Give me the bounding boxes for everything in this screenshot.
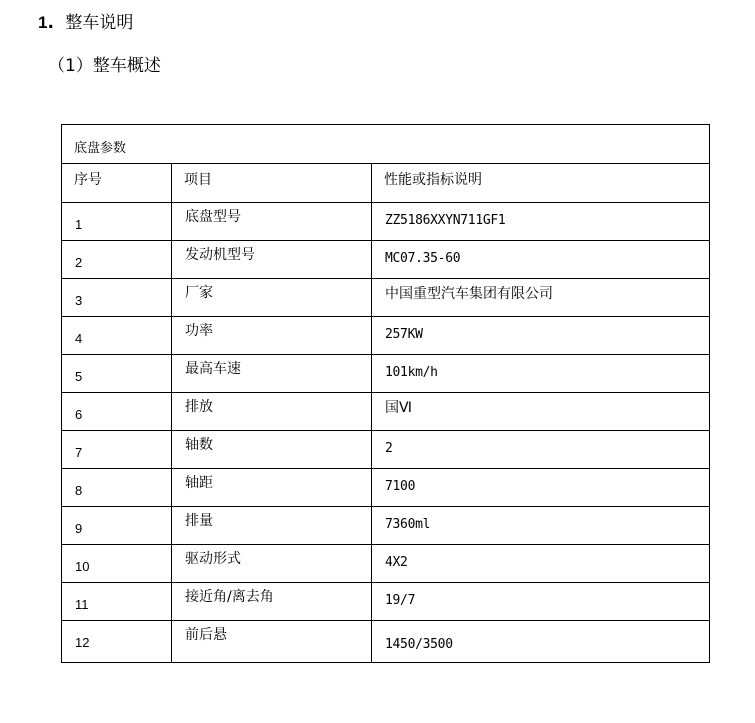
- row-value-cell: [372, 621, 710, 663]
- row-number-cell-text: 7: [75, 445, 83, 460]
- row-number-cell: [62, 507, 172, 545]
- row-value-cell-text: 7360ml: [385, 517, 431, 532]
- column-header-description: [372, 164, 710, 203]
- row-number-cell-text: 4: [75, 331, 83, 346]
- section-heading: [38, 12, 133, 34]
- table-row: [62, 431, 710, 469]
- row-value-cell-text: ZZ5186XXYN711GF1: [385, 213, 506, 228]
- row-value-cell: [372, 279, 710, 317]
- row-number-cell: [62, 241, 172, 279]
- row-value-cell-text: 1450/3500: [385, 637, 453, 652]
- row-item-cell-text: 轴距: [185, 475, 213, 491]
- column-header-number-text: 序号: [74, 172, 102, 188]
- row-item-cell: [172, 355, 372, 393]
- row-number-cell-text: 11: [75, 597, 89, 612]
- row-item-cell: [172, 241, 372, 279]
- row-number-cell: [62, 583, 172, 621]
- row-value-cell: [372, 317, 710, 355]
- row-number-cell-text: 12: [75, 635, 90, 650]
- subsection-heading: （1）整车概述: [48, 56, 161, 76]
- column-header-number: [62, 164, 172, 203]
- table-row: [62, 317, 710, 355]
- row-item-cell: [172, 431, 372, 469]
- row-item-cell: [172, 393, 372, 431]
- row-item-cell: [172, 203, 372, 241]
- row-item-cell-text: 最高车速: [185, 361, 241, 377]
- column-header-description-text: 性能或指标说明: [384, 172, 482, 188]
- row-value-cell-text: 国Ⅵ: [385, 400, 412, 416]
- row-number-cell: [62, 203, 172, 241]
- row-value-cell: [372, 393, 710, 431]
- row-number-cell-text: 6: [75, 407, 83, 422]
- row-number-cell-text: 3: [75, 293, 83, 308]
- table-row: [62, 355, 710, 393]
- row-item-cell: [172, 545, 372, 583]
- row-value-cell-text: 中国重型汽车集团有限公司: [385, 286, 553, 302]
- row-item-cell-text: 排量: [185, 513, 213, 529]
- row-number-cell: [62, 279, 172, 317]
- row-item-cell: [172, 317, 372, 355]
- row-number-cell: [62, 621, 172, 663]
- table-caption-text: 底盘参数: [74, 141, 127, 156]
- row-value-cell: [372, 507, 710, 545]
- column-header-item: [172, 164, 372, 203]
- table-caption: [62, 125, 710, 164]
- row-item-cell: [172, 507, 372, 545]
- row-value-cell: [372, 469, 710, 507]
- row-item-cell-text: 前后悬: [185, 627, 227, 643]
- row-number-cell: [62, 393, 172, 431]
- table-row: [62, 507, 710, 545]
- row-number-cell: [62, 545, 172, 583]
- row-number-cell-text: 9: [75, 521, 83, 536]
- row-item-cell-text: 排放: [185, 399, 213, 415]
- row-value-cell: [372, 545, 710, 583]
- row-value-cell-text: 101km/h: [385, 365, 438, 380]
- row-value-cell: [372, 203, 710, 241]
- row-item-cell: [172, 621, 372, 663]
- table-row: [62, 621, 710, 663]
- row-number-cell: [62, 317, 172, 355]
- table-row: [62, 203, 710, 241]
- row-number-cell-text: 8: [75, 483, 83, 498]
- row-item-cell-text: 功率: [185, 323, 213, 339]
- row-value-cell-text: 4X2: [385, 555, 408, 570]
- row-item-cell: [172, 469, 372, 507]
- section-title: 整车说明: [65, 13, 134, 33]
- row-number-cell: [62, 469, 172, 507]
- row-item-cell: [172, 583, 372, 621]
- row-item-cell-text: 驱动形式: [185, 551, 241, 567]
- row-value-cell-text: MC07.35-60: [385, 251, 461, 266]
- table-row: [62, 241, 710, 279]
- row-number-cell-text: 1: [75, 217, 83, 232]
- table-row: [62, 469, 710, 507]
- column-header-item-text: 项目: [184, 172, 212, 188]
- section-number-dot: .: [47, 13, 54, 33]
- table-row: [62, 545, 710, 583]
- row-number-cell: [62, 355, 172, 393]
- row-value-cell-text: 2: [385, 441, 393, 456]
- row-value-cell-text: 257KW: [385, 327, 423, 342]
- row-item-cell-text: 底盘型号: [185, 209, 241, 225]
- row-number-cell-text: 2: [75, 255, 83, 270]
- row-value-cell: [372, 241, 710, 279]
- row-number-cell: [62, 431, 172, 469]
- row-item-cell-text: 轴数: [185, 437, 213, 453]
- row-number-cell-text: 5: [75, 369, 83, 384]
- row-item-cell-text: 发动机型号: [185, 247, 255, 263]
- row-value-cell: [372, 431, 710, 469]
- table-row: [62, 279, 710, 317]
- section-number: 1: [38, 13, 48, 32]
- row-value-cell-text: 7100: [385, 479, 416, 494]
- chassis-parameters-table: [61, 124, 710, 663]
- row-value-cell: [372, 583, 710, 621]
- row-value-cell: [372, 355, 710, 393]
- table-header-row: [62, 164, 710, 203]
- table-row: [62, 393, 710, 431]
- table-row: [62, 583, 710, 621]
- row-value-cell-text: 19/7: [385, 593, 416, 608]
- row-item-cell: [172, 279, 372, 317]
- row-number-cell-text: 10: [75, 559, 90, 574]
- row-item-cell-text: 厂家: [185, 285, 213, 301]
- row-item-cell-text: 接近角/离去角: [185, 589, 274, 605]
